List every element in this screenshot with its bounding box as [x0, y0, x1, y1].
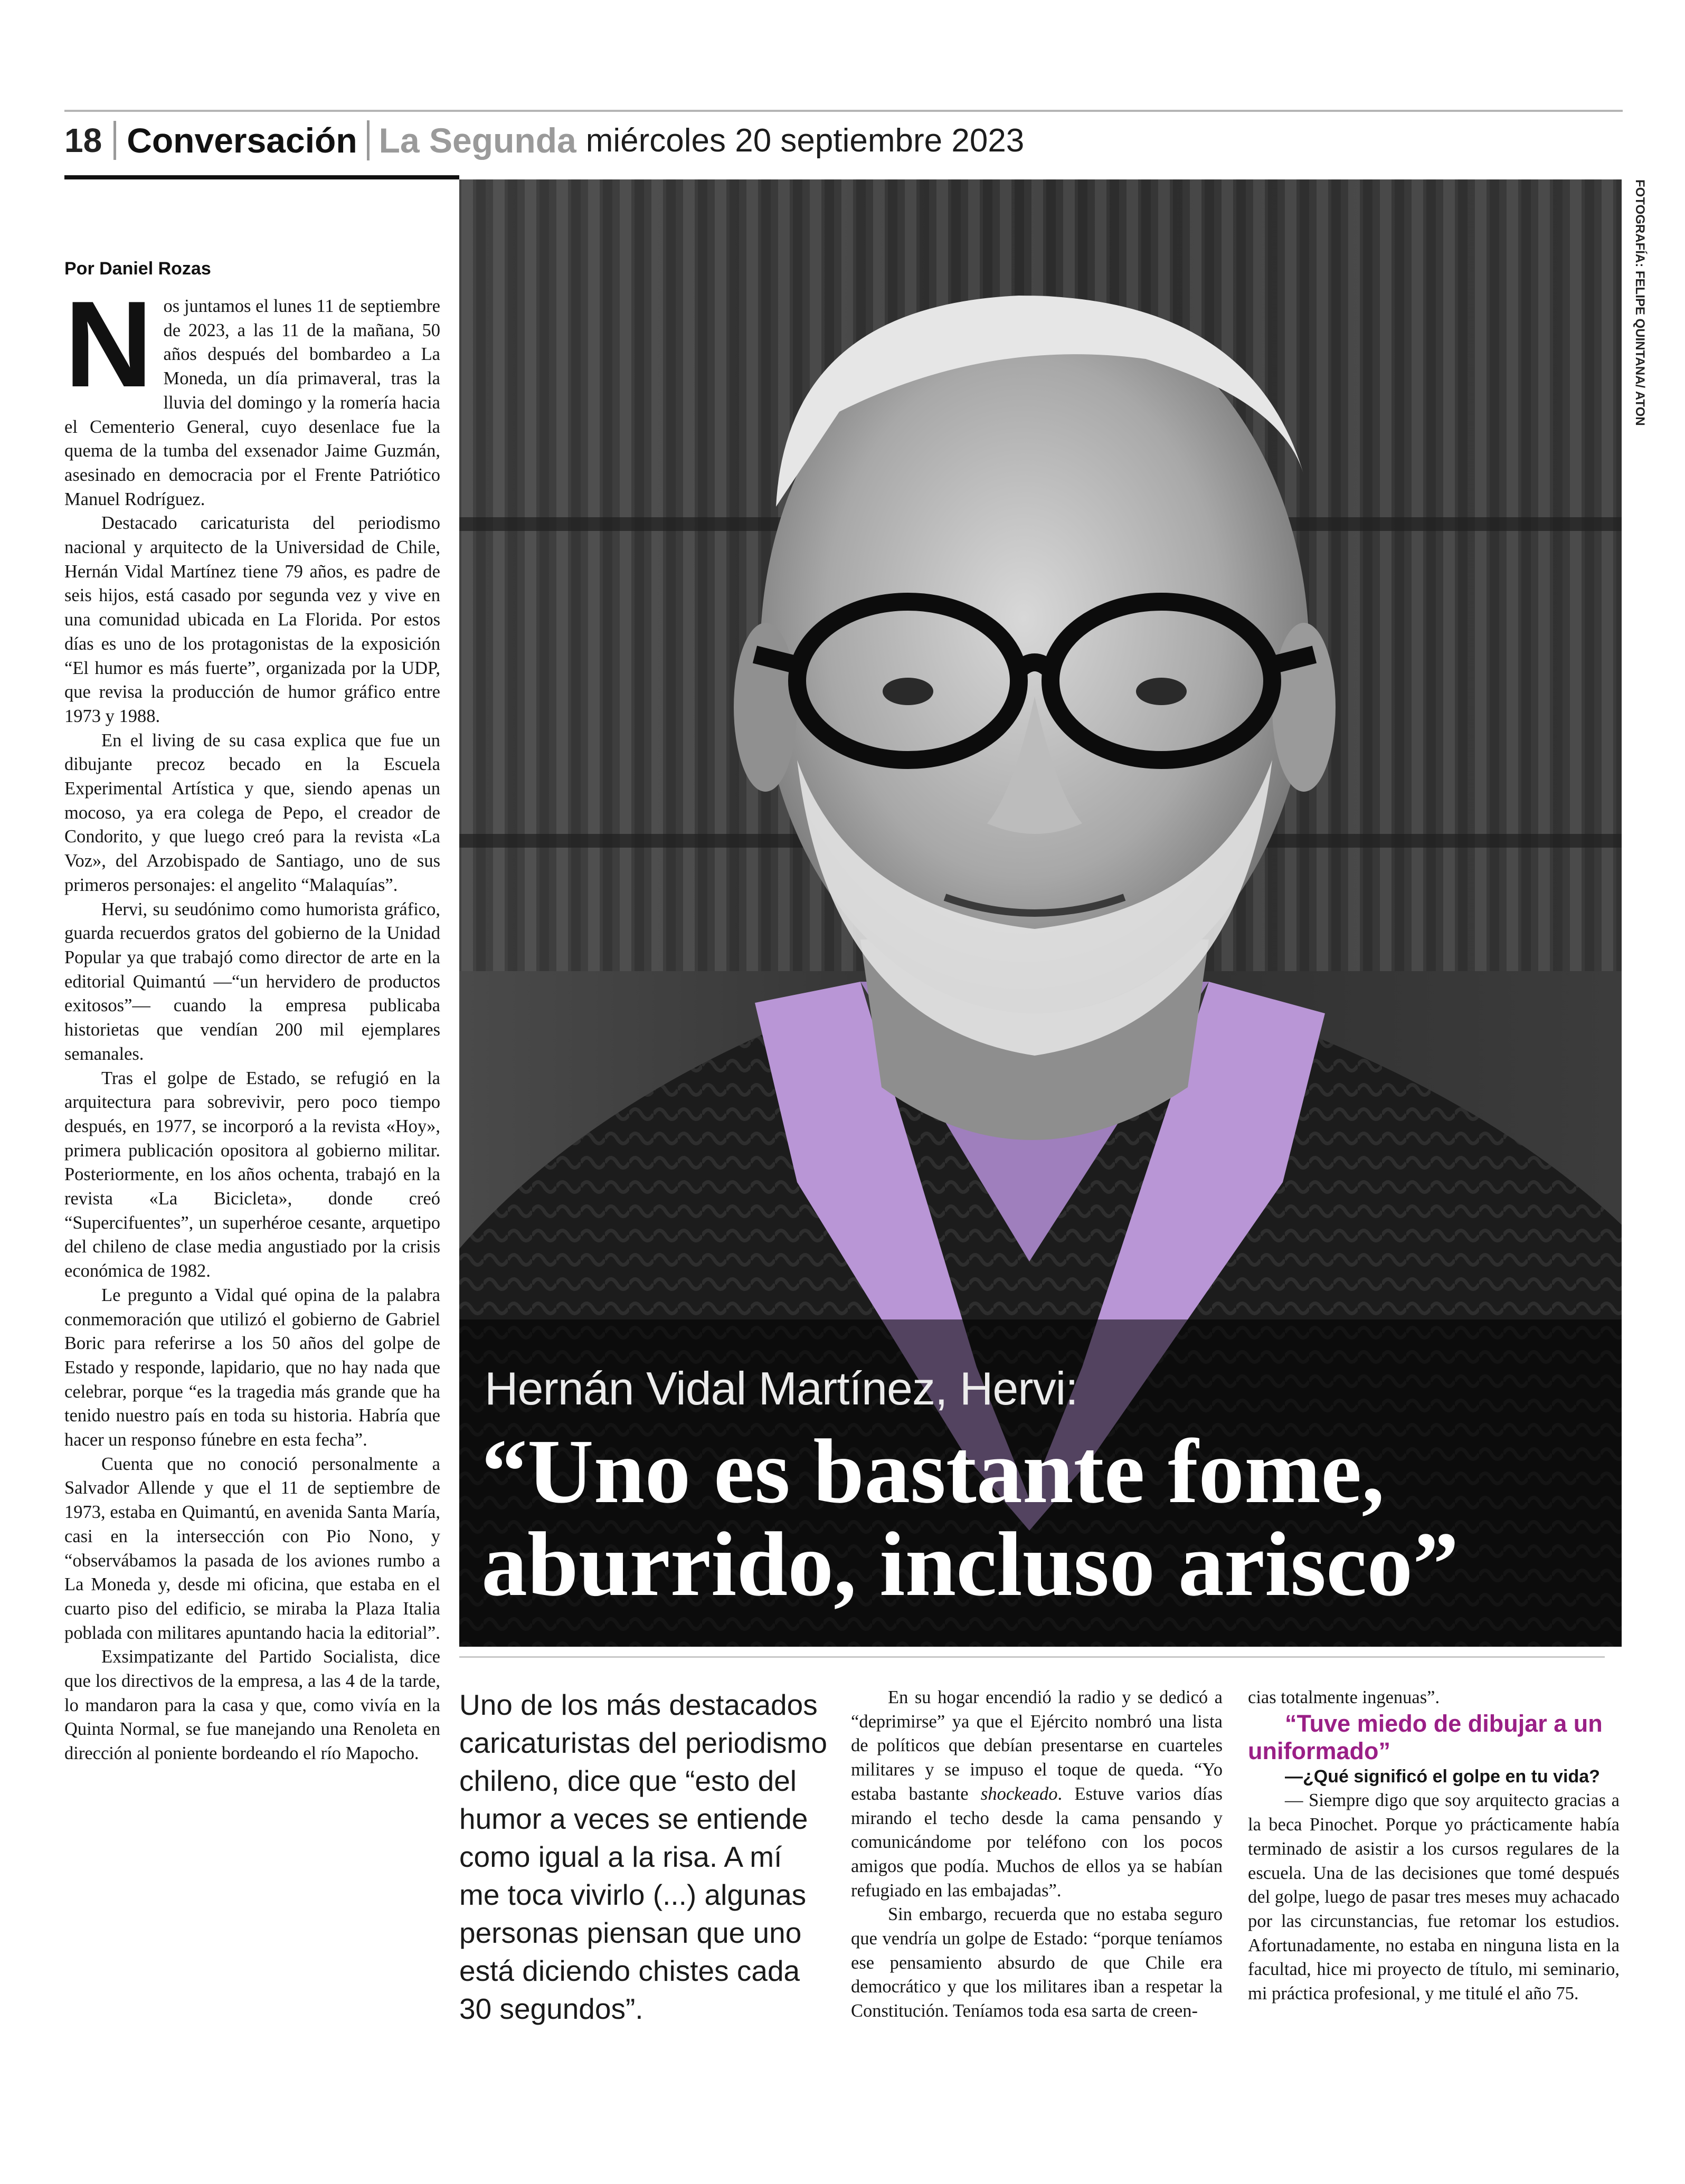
- publication-name: La Segunda: [378, 121, 576, 160]
- article-column-middle: [851, 1686, 1223, 2024]
- article-paragraph: Destacado caricaturista del periodismo nacional y arquitecto de la Universidad de Chile, Hernán Vidal Martínez tiene 79 años, es padre de seis hijos, está casado por segunda vez y vive en una comunidad ubicada en La Florida. Por estos días es uno de los protagonistas de la exposición “El humor es más fuerte”, organizada por la UDP, que revisa la producción de humor gráfico entre 1973 y 1988.: [64, 513, 440, 726]
- article-paragraph: En el living de su casa explica que fue un dibujante precoz becado en la Escuela Experimental Artística y que, siendo apenas un mocoso, ya era colega de Pepo, el creador de Condorito, y que luego creó para la revista «La Voz», del Arzobispado de Santiago, uno de sus primeros personajes: el angelito “Malaquías”.: [64, 730, 440, 895]
- article-column-left: [64, 276, 440, 1766]
- article-paragraph: Sin embargo, recuerda que no estaba seguro que vendría un golpe de Estado: “porque teníamos ese pensamiento absurdo de que Chile era democrático y que los militares iban a respetar la Constitución. Teníamos toda esa sarta de creen-: [851, 1904, 1223, 2021]
- section-subhead: “Tuve miedo de dibujar a un uniformado”: [1248, 1710, 1603, 1764]
- section-name: Conversación: [116, 120, 369, 160]
- headline: “Uno es bastante fome, aburrido, incluso arisco”: [481, 1420, 1459, 1615]
- page-number: 18: [64, 121, 116, 160]
- page-header: [64, 112, 1024, 169]
- paragraph-text: os juntamos el lunes 11 de septiembre de 2023, a las 11 de la mañana, 50 años después del bombardeo a La Moneda, un día primaveral, tras la lluvia del domingo y la romería hacia el Cementerio General, cuyo desenlace fue la quema de la tumba del exsenador Jaime Guzmán, asesinado en democracia por el Frente Patriótico Manuel Rodríguez.: [64, 296, 440, 509]
- article-paragraph: Hervi, su seudónimo como humorista gráfico, guarda recuerdos gratos del gobierno de la Unidad Popular ya que trabajó como director de arte en la editorial Quimantú —“un hervidero de productos exitosos”— cuando la empresa publicaba historietas que vendían 200 mil ejemplares semanales.: [64, 899, 440, 1064]
- article-column-right: [1248, 1686, 1620, 2006]
- paragraph-text: . Estuve varios días mirando el techo desde la cama pensando y comunicándome por teléfono con los pocos amigos que podía. Muchos de ellos ya se habían refugiado en las embajadas”.: [851, 1783, 1223, 1901]
- section-divider: [459, 1656, 1605, 1658]
- issue-date: miércoles 20 septiembre 2023: [585, 122, 1025, 159]
- question-text: —¿Qué significó el golpe en tu vida?: [1285, 1766, 1600, 1787]
- photo-credit-text: FOTOGRAFÍA: FELIPE QUINTANA/ ATON: [1633, 179, 1647, 426]
- article-paragraph: Tras el golpe de Estado, se refugió en la arquitectura para sobrevivir, pero poco tiempo después, en 1977, se incorporó a la revista «Hoy», primera publicación opositora al gobierno militar. Posteriormente, en los años ochenta, trabajó en la revista «La Bicicleta», donde creó “Supercifuentes”, un superhéroe cesante, arquetipo del chileno de clase media angustiado por la crisis económica de 1982.: [64, 1068, 440, 1281]
- article-paragraph: Cuenta que no conoció personalmente a Salvador Allende y que el 11 de septiembre de 1973, estaba en Quimantú, en avenida Santa María, casi en la intersección con Pio Nono, y “observábamos la pasada de los aviones rumbo a La Moneda y, desde mi oficina, que estaba en el cuarto piso del edificio, se miraba la Plaza Italia poblada con militares apuntando hacia la editorial”.: [64, 1454, 440, 1643]
- article-paragraph: [851, 1686, 1223, 1903]
- byline: Por Daniel Rozas: [64, 259, 211, 279]
- paragraph-text: En su hogar encendió la radio y se dedicó a “deprimirse” ya que el Ejército nombró una lista de políticos que debían presentarse en cuarteles militares y se impuso el toque de queda. “Yo estaba bastante: [851, 1687, 1223, 1804]
- article-paragraph: Le pregunto a Vidal qué opina de la palabra conmemoración que utilizó el gobierno de Gabriel Boric para referirse a los 50 años del golpe de Estado y responde, lapidario, que no hay nada que celebrar, porque “es la tragedia más grande que ha tenido nuestro país en toda su historia. Habría que hacer un responso fúnebre en esta fecha”.: [64, 1285, 440, 1450]
- photo-credit: [1628, 179, 1651, 433]
- article-paragraph: Exsimpatizante del Partido Socialista, dice que los directivos de la empresa, a las 4 de la tarde, lo mandaron para la casa y que, como vivía en la Quinta Normal, se fue manejando una Renoleta en dirección al poniente bordeando el río Mapocho.: [64, 1647, 440, 1764]
- interviewee-kicker: Hernán Vidal Martínez, Hervi:: [485, 1362, 1078, 1414]
- article-paragraph: [64, 276, 440, 511]
- emphasized-word: shockeado: [980, 1783, 1058, 1804]
- interview-answer: — Siempre digo que soy arquitecto gracias a la beca Pinochet. Porque yo prácticamente había terminado de asistir a los cursos regulares de la escuela. Una de las decisiones que tomé después del golpe, luego de pasar tres meses muy achacado por las circunstancias, fue retomar los estudios. Afortunadamente, no estaba en ninguna lista en la facultad, hice mi proyecto de título, mi seminario, mi práctica profesional, y me titulé el año 75.: [1248, 1790, 1620, 2004]
- lead-summary: Uno de los más destacados caricaturistas del periodismo chileno, dice que “esto del humor a veces se entiende como igual a la risa. A mí me toca vivirlo (...) algunas personas piensan que uno está diciendo chistes cada 30 segundos”.: [459, 1688, 827, 2025]
- drop-cap: N: [64, 276, 153, 413]
- interview-question: [1248, 1765, 1620, 1789]
- header-underline: [64, 175, 459, 179]
- article-paragraph: cias totalmente ingenuas”.: [1248, 1687, 1440, 1707]
